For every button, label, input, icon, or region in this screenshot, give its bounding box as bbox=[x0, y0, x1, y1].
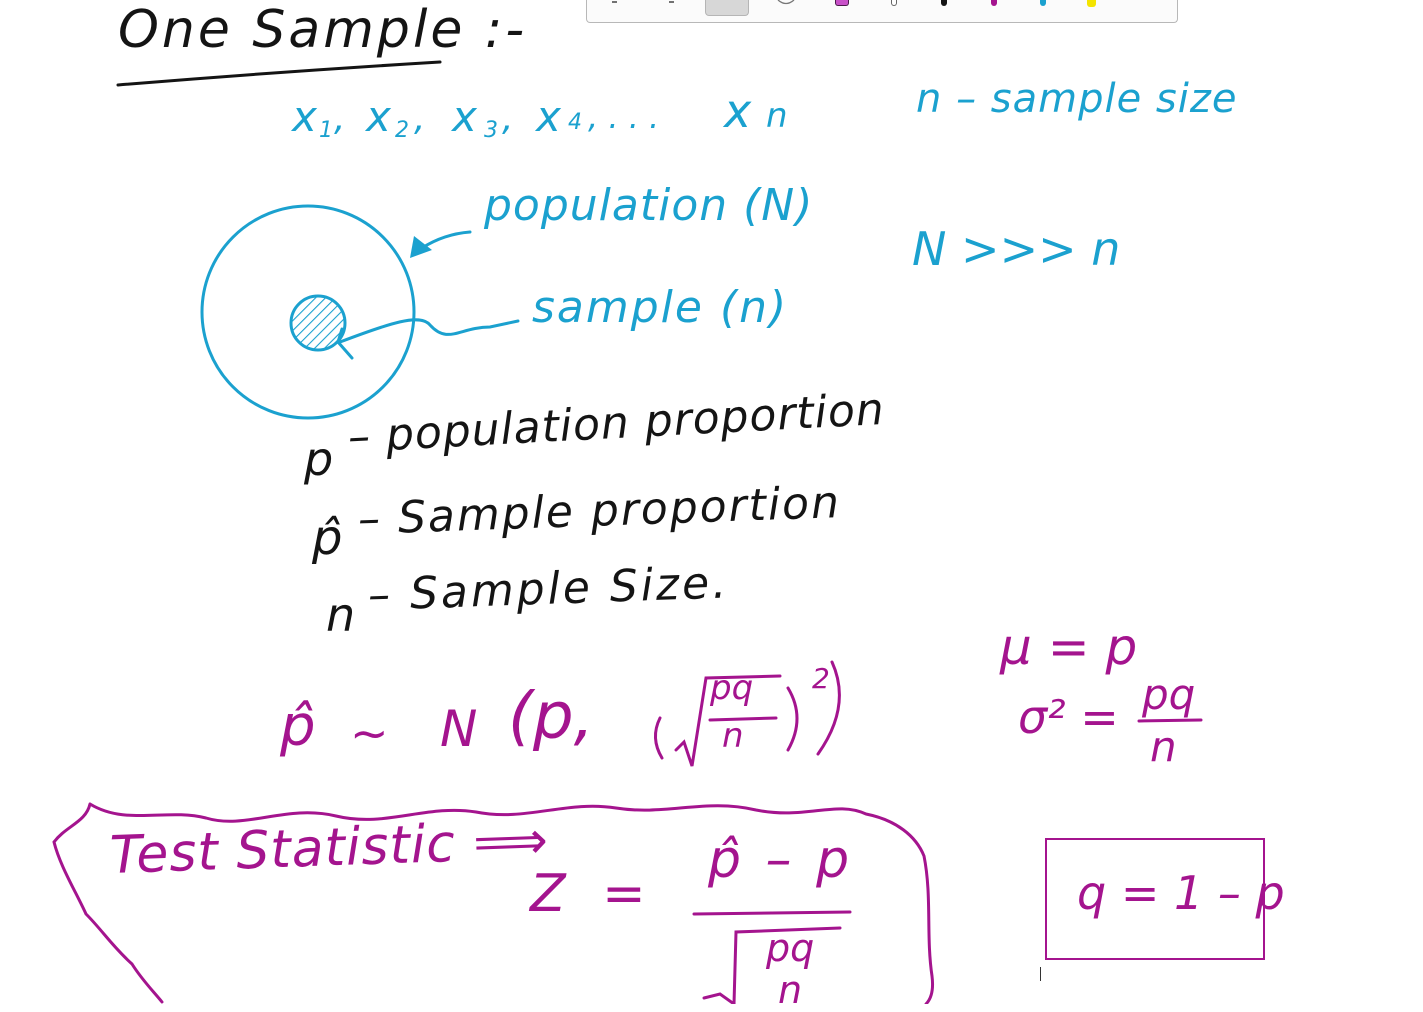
seq-x3: x bbox=[452, 92, 477, 141]
def-n-text: – Sample Size. bbox=[367, 557, 730, 621]
dist-open: (p, bbox=[508, 680, 594, 754]
mean-formula: μ = p bbox=[1000, 618, 1138, 676]
dist-num: pq bbox=[710, 668, 754, 708]
variance-lhs: σ² = bbox=[1018, 690, 1119, 744]
q-definition: q = 1 – p bbox=[1077, 866, 1285, 920]
def-p-text: – population proportion bbox=[346, 383, 886, 463]
dist-exponent: 2 bbox=[812, 662, 830, 695]
variance-den: n bbox=[1150, 722, 1177, 771]
seq-sub-1: 1 bbox=[319, 118, 333, 143]
sample-size-definition: n – sample size bbox=[916, 76, 1238, 122]
dist-tilde: ~ bbox=[350, 706, 389, 760]
seq-ellipsis: , . . . bbox=[588, 98, 660, 136]
z-denominator-num: pq bbox=[766, 926, 815, 970]
seq-sep-3: , bbox=[502, 98, 514, 139]
dist-N: N bbox=[440, 700, 478, 758]
population-diagram bbox=[190, 195, 530, 430]
population-label: population (N) bbox=[484, 180, 814, 231]
seq-sub-2: 2 bbox=[395, 118, 409, 143]
seq-sub-n: n bbox=[766, 96, 788, 136]
def-n-symbol: n bbox=[326, 588, 356, 642]
pen-blue-icon[interactable] bbox=[1040, 0, 1046, 6]
pen-magenta-icon[interactable] bbox=[991, 0, 997, 6]
sample-arrow bbox=[340, 320, 518, 342]
text-cursor bbox=[1040, 967, 1041, 981]
def-phat-symbol: p̂ bbox=[312, 510, 343, 566]
def-phat-text: – Sample proportion bbox=[357, 477, 842, 545]
sample-sequence bbox=[292, 84, 812, 152]
q-definition-box bbox=[1045, 838, 1285, 960]
title-underline bbox=[115, 58, 445, 90]
seq-sep-1: , bbox=[334, 98, 346, 139]
z-equals: Z = bbox=[530, 864, 656, 924]
seq-x2: x bbox=[366, 92, 391, 141]
undo-icon[interactable] bbox=[609, 0, 623, 12]
select-tool-icon[interactable] bbox=[705, 0, 749, 16]
population-vs-sample-relation: N >>> n bbox=[912, 222, 1121, 276]
sampling-distribution bbox=[280, 650, 870, 800]
dist-phat: p̂ bbox=[280, 694, 316, 759]
sample-label: sample (n) bbox=[532, 282, 789, 333]
lasso-icon[interactable] bbox=[775, 0, 797, 12]
test-statistic-label: Test Statistic ⟹ bbox=[108, 810, 550, 886]
seq-x4: x bbox=[536, 92, 561, 141]
seq-sub-3: 3 bbox=[484, 118, 498, 143]
page-title: One Sample :- bbox=[118, 0, 528, 60]
def-p-symbol: p bbox=[304, 432, 334, 486]
pen-toolbar bbox=[586, 0, 1178, 23]
highlighter-yellow-icon[interactable] bbox=[1087, 0, 1096, 7]
z-denominator-den: n bbox=[778, 968, 803, 1012]
seq-sub-4: 4 bbox=[568, 110, 582, 135]
redo-icon[interactable] bbox=[663, 0, 677, 12]
seq-xn: x bbox=[724, 84, 752, 138]
dist-den: n bbox=[722, 716, 744, 756]
population-arrow bbox=[404, 222, 474, 262]
eraser-icon[interactable] bbox=[835, 0, 849, 6]
z-numerator: p̂ – p bbox=[708, 830, 854, 890]
seq-sep-2: , bbox=[414, 98, 426, 139]
variance-num: pq bbox=[1142, 670, 1196, 719]
seq-x1: x bbox=[292, 92, 317, 141]
pen-white-icon[interactable] bbox=[891, 0, 897, 6]
pen-black-icon[interactable] bbox=[941, 0, 947, 6]
